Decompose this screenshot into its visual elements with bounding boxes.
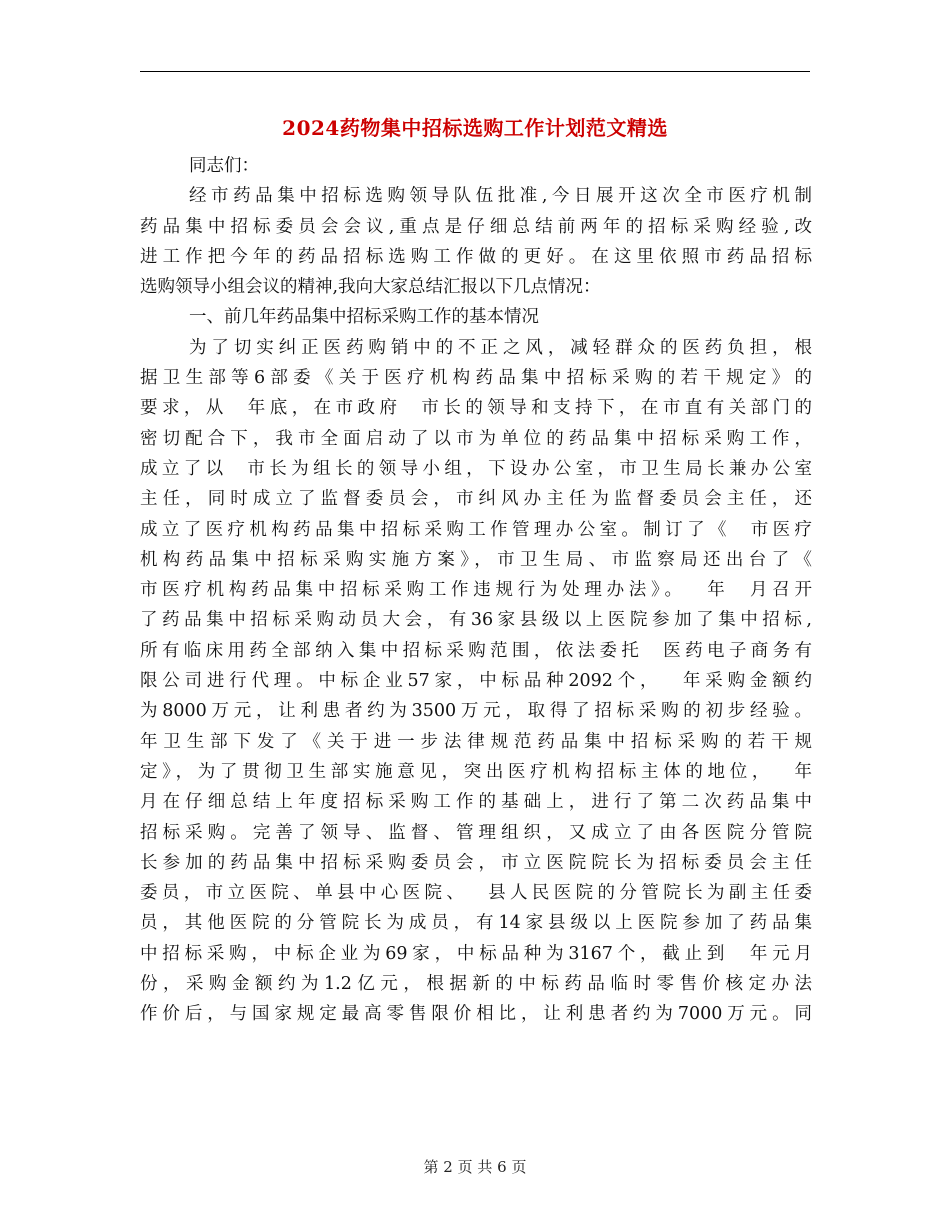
paragraph-line: 所有临床用药全部纳入集中招标采购范围，依法委托 医药电子商务有 <box>140 640 812 661</box>
paragraph-line: 市医疗机构药品集中招标采购工作违规行为处理办法》。 年 月召开 <box>140 580 812 601</box>
paragraph-line: 机构药品集中招标采购实施方案》，市卫生局、市监察局还出台了《 <box>140 549 812 570</box>
paragraph-line: 作价后，与国家规定最高零售限价相比，让利患者约为7000万元。同 <box>140 1004 812 1025</box>
paragraph-line: 为了切实纠正医药购销中的不正之风，减轻群众的医药负担，根 <box>189 337 812 358</box>
paragraph-line: 为8000万元，让利患者约为3500万元，取得了招标采购的初步经验。 <box>140 701 812 722</box>
paragraph-line: 招标采购。完善了领导、监督、管理组织，又成立了由各医院分管院 <box>140 822 812 843</box>
section-heading: 一、前几年药品集中招标采购工作的基本情况 <box>189 307 539 328</box>
paragraph-line: 中招标采购，中标企业为69家，中标品种为3167个，截止到 年元月 <box>140 943 812 964</box>
paragraph-line: 委员，市立医院、单县中心医院、 县人民医院的分管院长为副主任委 <box>140 883 812 904</box>
paragraph-line: 定》，为了贯彻卫生部实施意见，突出医疗机构招标主体的地位， 年 <box>140 761 812 782</box>
paragraph-line: 要求，从 年底，在市政府 市长的领导和支持下，在市直有关部门的 <box>140 398 812 419</box>
paragraph-line: 长参加的药品集中招标采购委员会，市立医院院长为招标委员会主任 <box>140 852 812 873</box>
paragraph-line: 主任，同时成立了监督委员会，市纠风办主任为监督委员会主任，还 <box>140 489 812 510</box>
paragraph-line: 年卫生部下发了《关于进一步法律规范药品集中招标采购的若干规 <box>140 731 812 752</box>
paragraph-line: 药品集中招标委员会会议,重点是仔细总结前两年的招标采购经验,改 <box>140 216 812 237</box>
document-title: 2024药物集中招标选购工作计划范文精选 <box>282 116 668 140</box>
paragraph-line: 成立了医疗机构药品集中招标采购工作管理办公室。制订了《 市医疗 <box>140 519 812 540</box>
paragraph-line: 份，采购金额约为1.2亿元，根据新的中标药品临时零售价核定办法 <box>140 974 812 995</box>
paragraph-line: 选购领导小组会议的精神,我向大家总结汇报以下几点情况： <box>140 277 601 298</box>
paragraph-line: 进工作把今年的药品招标选购工作做的更好。在这里依照市药品招标 <box>140 246 812 267</box>
paragraph-line: 月在仔细总结上年度招标采购工作的基础上，进行了第二次药品集中 <box>140 792 812 813</box>
paragraph-line: 成立了以 市长为组长的领导小组，下设办公室，市卫生局长兼办公室 <box>140 458 812 479</box>
paragraph-line: 限公司进行代理。中标企业57家，中标品种2092个， 年采购金额约 <box>140 671 812 692</box>
paragraph-line: 经市药品集中招标选购领导队伍批准,今日展开这次全市医疗机制 <box>189 186 812 207</box>
paragraph-line: 员，其他医院的分管院长为成员，有14家县级以上医院参加了药品集 <box>140 913 812 934</box>
header-rule <box>140 71 810 72</box>
document-body <box>140 151 812 1030</box>
page-number-footer: 第 2 页 共 6 页 <box>423 1158 527 1176</box>
paragraph-line: 了药品集中招标采购动员大会，有36家县级以上医院参加了集中招标, <box>140 610 812 631</box>
paragraph-line: 密切配合下，我市全面启动了以市为单位的药品集中招标采购工作， <box>140 428 812 449</box>
salutation-line: 同志们： <box>189 156 259 176</box>
paragraph-line: 据卫生部等6部委《关于医疗机构药品集中招标采购的若干规定》的 <box>140 368 812 389</box>
